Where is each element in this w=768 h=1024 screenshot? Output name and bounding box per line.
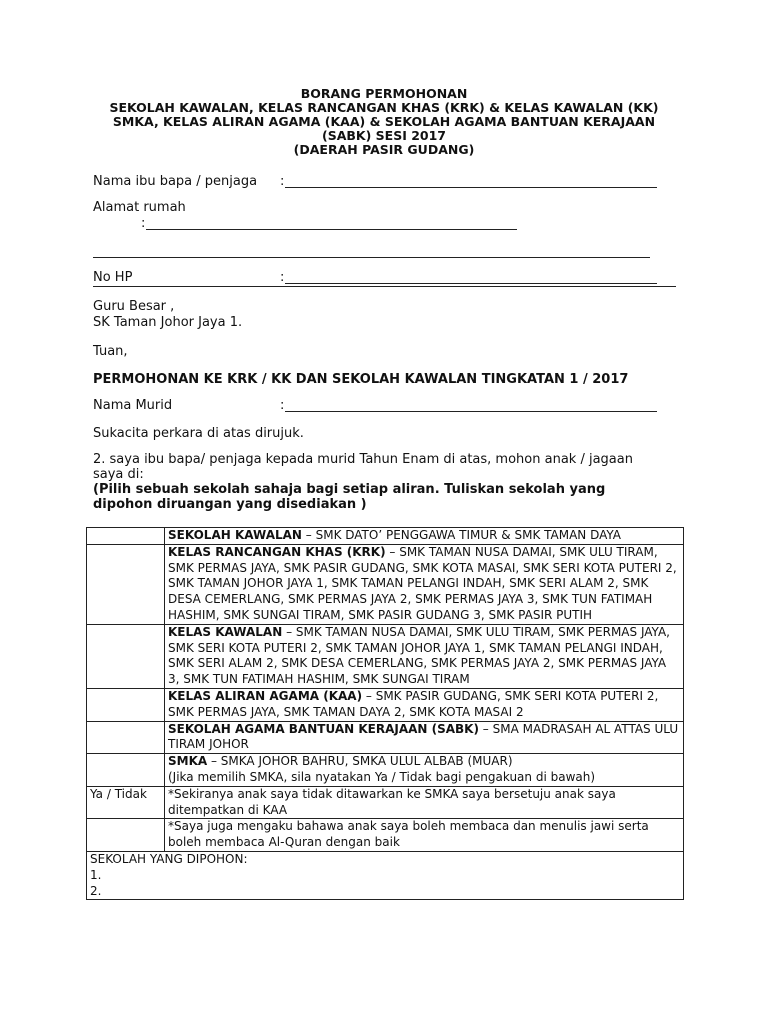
table-row bbox=[87, 528, 684, 545]
student-name-colon: : bbox=[280, 398, 285, 413]
stream-cell: SMKA – SMKA JOHOR BAHRU, SMKA ULUL ALBAB (MUAR) (Jika memilih SMKA, sila nyatakan Ya / Tidak bagi pengakuan di bawah) bbox=[165, 754, 684, 787]
student-name-field[interactable] bbox=[285, 411, 657, 412]
form-district: (DAERAH PASIR GUDANG) bbox=[293, 142, 475, 157]
declaration-cell-1: *Sekiranya anak saya tidak ditawarkan ke SMKA saya bersetuju anak saya ditempatkan di KAA bbox=[165, 786, 684, 819]
parent-name-colon: : bbox=[280, 174, 285, 189]
declaration-cell-2: *Saya juga mengaku bahawa anak saya boleh membaca dan menulis jawi serta boleh membaca Al-Quran dengan baik bbox=[165, 819, 684, 852]
stream-cell: SEKOLAH KAWALAN – SMK DATO’ PENGGAWA TIMUR & SMK TAMAN DAYA bbox=[165, 528, 684, 545]
school-selection-table bbox=[86, 527, 684, 900]
table-row bbox=[87, 786, 684, 819]
letter-subject: PERMOHONAN KE KRK / KK DAN SEKOLAH KAWALAN TINGKATAN 1 / 2017 bbox=[93, 372, 629, 387]
salutation: Tuan, bbox=[93, 344, 128, 359]
phone-colon: : bbox=[280, 270, 285, 285]
selection-cell[interactable] bbox=[87, 754, 165, 787]
parent-name-label: Nama ibu bapa / penjaga bbox=[93, 174, 258, 189]
table-row bbox=[87, 544, 684, 624]
table-row bbox=[87, 754, 684, 787]
request-paragraph-line-2: saya di: bbox=[93, 467, 144, 482]
table-row bbox=[87, 851, 684, 899]
stream-cell: SEKOLAH AGAMA BANTUAN KERAJAAN (SABK) – SMA MADRASAH AL ATTAS ULU TIRAM JOHOR bbox=[165, 721, 684, 754]
table-row bbox=[87, 721, 684, 754]
yes-no-cell[interactable]: Ya / Tidak bbox=[87, 786, 165, 819]
form-subtitle-1: SEKOLAH KAWALAN, KELAS RANCANGAN KHAS (KRK) & KELAS KAWALAN (KK) bbox=[109, 100, 659, 115]
instruction-line-2: dipohon diruangan yang disediakan ) bbox=[93, 497, 367, 512]
section-divider bbox=[93, 286, 676, 287]
selection-cell[interactable] bbox=[87, 688, 165, 721]
phone-label: No HP bbox=[93, 270, 133, 285]
table-row bbox=[87, 624, 684, 688]
applied-school-2: 2. bbox=[90, 883, 102, 898]
applied-school-1: 1. bbox=[90, 867, 102, 882]
student-name-label: Nama Murid bbox=[93, 398, 173, 413]
address-label: Alamat rumah bbox=[93, 200, 186, 215]
applied-schools-cell[interactable] bbox=[87, 851, 684, 899]
recipient-line-2: SK Taman Johor Jaya 1. bbox=[93, 315, 243, 330]
selection-cell[interactable] bbox=[87, 528, 165, 545]
stream-cell: KELAS KAWALAN – SMK TAMAN NUSA DAMAI, SMK ULU TIRAM, SMK PERMAS JAYA, SMK SERI KOTA PUTERI 2, SMK TAMAN JOHOR JAYA 1, SMK TAMAN PELANGI INDAH, SMK SERI ALAM 2, SMK DESA CEMERLANG, SMK PERMAS JAYA 2, SMK PERMAS JAYA 3, SMK TUN FATIMAH HASHIM, SMK SUNGAI TIRAM bbox=[165, 624, 684, 688]
address-field-2[interactable] bbox=[93, 257, 650, 258]
instruction-line-1: (Pilih sebuah sekolah sahaja bagi setiap aliran. Tuliskan sekolah yang bbox=[93, 482, 606, 497]
recipient-line-1: Guru Besar , bbox=[93, 299, 175, 314]
selection-cell[interactable] bbox=[87, 624, 165, 688]
reference-line: Sukacita perkara di atas dirujuk. bbox=[93, 426, 304, 441]
form-subtitle-2: SMKA, KELAS ALIRAN AGAMA (KAA) & SEKOLAH AGAMA BANTUAN KERAJAAN bbox=[112, 114, 656, 129]
table-row bbox=[87, 688, 684, 721]
stream-cell: KELAS ALIRAN AGAMA (KAA) – SMK PASIR GUDANG, SMK SERI KOTA PUTERI 2, SMK PERMAS JAYA, SMK TAMAN DAYA 2, SMK KOTA MASAI 2 bbox=[165, 688, 684, 721]
request-paragraph-line-1: 2. saya ibu bapa/ penjaga kepada murid Tahun Enam di atas, mohon anak / jagaan bbox=[93, 452, 633, 467]
phone-field[interactable] bbox=[285, 283, 657, 284]
stream-cell: KELAS RANCANGAN KHAS (KRK) – SMK TAMAN NUSA DAMAI, SMK ULU TIRAM, SMK PERMAS JAYA, SMK PASIR GUDANG, SMK KOTA MASAI, SMK SERI KOTA PUTERI 2, SMK TAMAN JOHOR JAYA 1, SMK TAMAN PELANGI INDAH, SMK SERI ALAM 2, SMK DESA CEMERLANG, SMK PERMAS JAYA 2, SMK PERMAS JAYA 3, SMK TUN FATIMAH HASHIM, SMK SUNGAI TIRAM, SMK PASIR GUDANG 3, SMK PASIR PUTIH bbox=[165, 544, 684, 624]
address-colon: : bbox=[141, 216, 146, 231]
address-field-1[interactable] bbox=[146, 229, 517, 230]
table-row bbox=[87, 819, 684, 852]
selection-cell[interactable] bbox=[87, 544, 165, 624]
form-title: BORANG PERMOHONAN bbox=[300, 86, 468, 101]
selection-cell[interactable] bbox=[87, 721, 165, 754]
selection-cell[interactable] bbox=[87, 819, 165, 852]
form-subtitle-3: (SABK) SESI 2017 bbox=[321, 128, 446, 143]
applied-schools-label: SEKOLAH YANG DIPOHON: bbox=[90, 851, 248, 866]
parent-name-field[interactable] bbox=[285, 187, 657, 188]
